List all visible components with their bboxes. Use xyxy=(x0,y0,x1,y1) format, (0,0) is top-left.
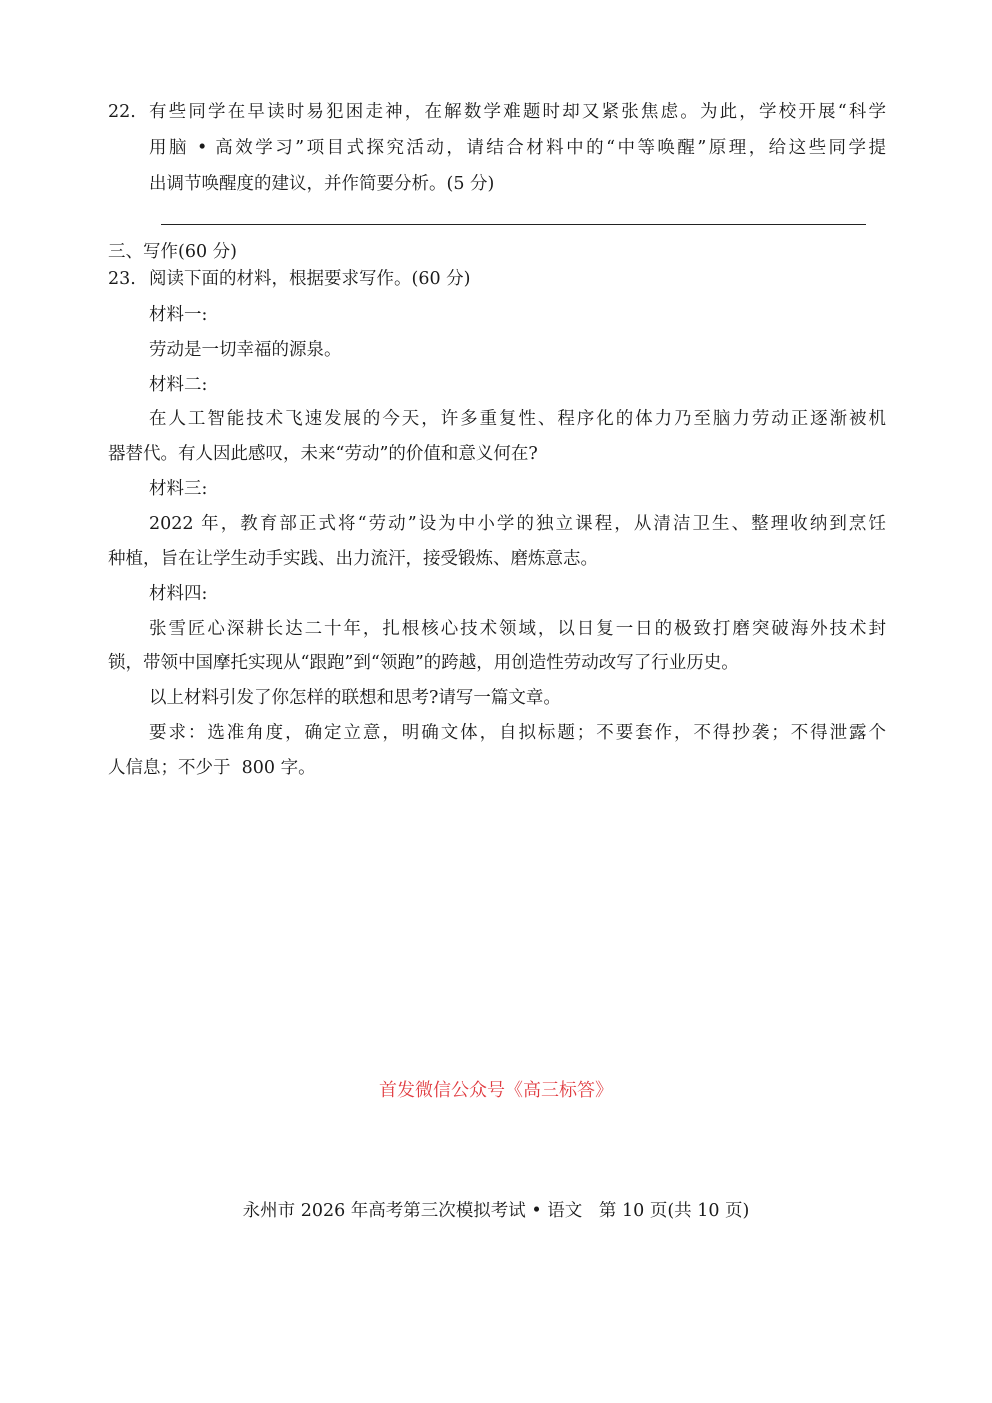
material-1-text: 劳动是一切幸福的源泉。 xyxy=(149,340,342,360)
answer-line xyxy=(161,224,866,225)
material-2-label: 材料二: xyxy=(149,375,208,395)
watermark-text: 首发微信公众号《高三标答》 xyxy=(379,1080,613,1101)
question-22-line-2: 用脑 • 高效学习”项目式探究活动，请结合材料中的“中等唤醒”原理，给这些同学提 xyxy=(149,138,886,158)
material-3-label: 材料三: xyxy=(149,479,208,499)
reflection-prompt: 以上材料引发了你怎样的联想和思考?请写一篇文章。 xyxy=(149,688,561,708)
material-3-line-2: 种植，旨在让学生动手实践、出力流汗，接受锻炼、磨炼意志。 xyxy=(108,549,598,569)
question-23-prompt: 阅读下面的材料，根据要求写作。(60 分) xyxy=(149,269,471,289)
material-2-line-2: 器替代。有人因此感叹，未来“劳动”的价值和意义何在? xyxy=(108,444,538,464)
material-2-line-1: 在人工智能技术飞速发展的今天，许多重复性、程序化的体力乃至脑力劳动正逐渐被机 xyxy=(149,409,886,429)
material-1-label: 材料一: xyxy=(149,305,208,325)
question-22-line-3: 出调节唤醒度的建议，并作简要分析。(5 分) xyxy=(149,174,495,194)
material-4-line-2: 锁，带领中国摩托实现从“跟跑”到“领跑”的跨越，用创造性劳动改写了行业历史。 xyxy=(108,653,739,673)
page-footer: 永州市 2026 年高考第三次模拟考试 • 语文 第 10 页(共 10 页) xyxy=(242,1201,750,1221)
question-22-line-1: 有些同学在早读时易犯困走神，在解数学难题时却又紧张焦虑。为此，学校开展“科学 xyxy=(149,102,886,122)
requirement-line-2: 人信息；不少于 800 字。 xyxy=(108,758,316,778)
question-23-number: 23. xyxy=(108,269,136,289)
requirement-line-1: 要求：选准角度，确定立意，明确文体，自拟标题；不要套作，不得抄袭；不得泄露个 xyxy=(149,723,886,743)
material-4-line-1: 张雪匠心深耕长达二十年，扎根核心技术领域，以日复一日的极致打磨突破海外技术封 xyxy=(149,619,886,639)
material-4-label: 材料四: xyxy=(149,584,208,604)
section-3-heading: 三、写作(60 分) xyxy=(108,242,237,262)
question-22-number: 22. xyxy=(108,102,136,122)
material-3-line-1: 2022 年，教育部正式将“劳动”设为中小学的独立课程，从清洁卫生、整理收纳到烹饪 xyxy=(149,514,886,534)
